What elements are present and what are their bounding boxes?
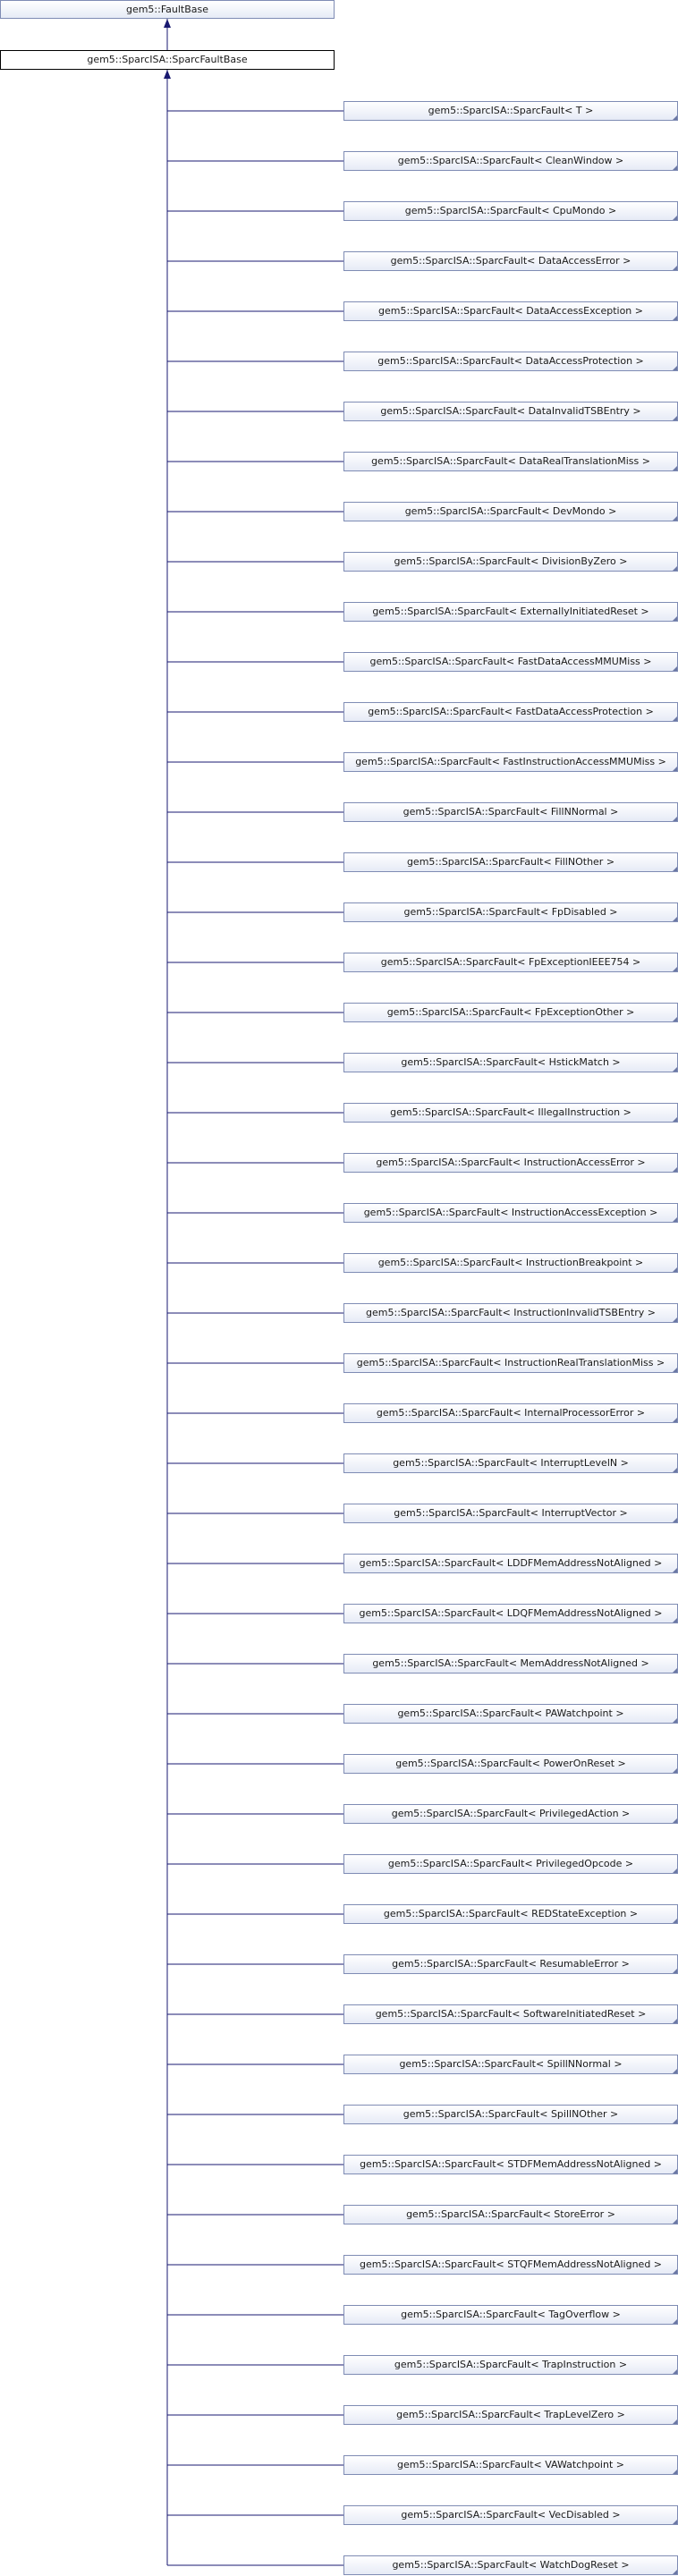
derived-class-label: gem5::SparcISA::SparcFault< VAWatchpoint > (397, 2459, 624, 2470)
derived-class-label: gem5::SparcISA::SparcFault< DevMondo > (404, 505, 617, 517)
derived-class-node[interactable] (343, 1203, 678, 1223)
derived-class-label: gem5::SparcISA::SparcFault< SpillNNormal > (399, 2058, 623, 2070)
derived-class-node[interactable] (343, 752, 678, 772)
derived-class-label: gem5::SparcISA::SparcFault< TrapLevelZero > (396, 2409, 625, 2420)
derived-class-label: gem5::SparcISA::SparcFault< InterruptVector > (394, 1507, 628, 1519)
derived-class-node[interactable] (343, 2405, 678, 2425)
derived-class-label: gem5::SparcISA::SparcFault< FillNNormal > (403, 806, 619, 818)
derived-class-label: gem5::SparcISA::SparcFault< PrivilegedOpcode > (387, 1858, 634, 1869)
derived-class-node[interactable] (343, 2305, 678, 2325)
derived-class-label: gem5::SparcISA::SparcFault< REDStateException > (383, 1908, 639, 1919)
derived-class-node[interactable] (343, 1353, 678, 1373)
derived-class-label: gem5::SparcISA::SparcFault< SpillNOther > (403, 2108, 619, 2120)
derived-class-node[interactable] (343, 2555, 678, 2575)
derived-class-node[interactable] (343, 2055, 678, 2074)
derived-class-label: gem5::SparcISA::SparcFault< InstructionAccessError > (376, 1157, 646, 1168)
derived-class-node[interactable] (343, 852, 678, 872)
derived-class-node[interactable] (343, 251, 678, 271)
derived-class-node[interactable] (343, 1604, 678, 1623)
derived-class-node[interactable] (343, 2004, 678, 2024)
derived-class-label: gem5::SparcISA::SparcFault< DataRealTranslationMiss > (371, 455, 650, 467)
derived-class-label: gem5::SparcISA::SparcFault< TagOverflow > (401, 2309, 621, 2320)
derived-class-label: gem5::SparcISA::SparcFault< FpDisabled > (403, 906, 618, 918)
derived-class-label: gem5::SparcISA::SparcFault< VecDisabled > (401, 2509, 621, 2521)
derived-class-label: gem5::SparcISA::SparcFault< InternalProcessorError > (376, 1407, 646, 1419)
derived-class-node[interactable] (343, 1554, 678, 1573)
derived-class-label: gem5::SparcISA::SparcFault< InterruptLevelN > (393, 1457, 629, 1469)
derived-class-node[interactable] (343, 1103, 678, 1123)
derived-class-node[interactable] (343, 201, 678, 221)
derived-class-label: gem5::SparcISA::SparcFault< FillNOther > (406, 856, 615, 868)
derived-class-label: gem5::SparcISA::SparcFault< LDQFMemAddressNotAligned > (359, 1607, 663, 1619)
derived-class-node[interactable] (343, 1854, 678, 1874)
derived-class-node[interactable] (343, 802, 678, 822)
derived-class-label: gem5::SparcISA::SparcFault< DataAccessError > (390, 255, 631, 267)
current-class-label: gem5::SparcISA::SparcFaultBase (87, 54, 248, 65)
derived-class-label: gem5::SparcISA::SparcFault< DataInvalidTSBEntry > (380, 405, 641, 417)
derived-class-label: gem5::SparcISA::SparcFault< CleanWindow > (397, 155, 624, 166)
derived-class-node[interactable] (343, 2205, 678, 2224)
derived-class-node[interactable] (343, 1954, 678, 1974)
derived-class-label: gem5::SparcISA::SparcFault< FastDataAccessProtection > (368, 706, 654, 717)
base-class-label: gem5::FaultBase (125, 4, 209, 15)
base-inheritance-arrowhead (164, 19, 171, 28)
derived-class-node[interactable] (343, 1053, 678, 1072)
derived-class-node[interactable] (343, 352, 678, 371)
derived-class-node[interactable] (343, 1904, 678, 1924)
derived-class-node[interactable] (343, 1654, 678, 1674)
derived-class-node[interactable] (343, 1253, 678, 1273)
derived-class-node[interactable] (343, 1453, 678, 1473)
derived-class-node[interactable] (343, 452, 678, 471)
derived-class-label: gem5::SparcISA::SparcFault< TrapInstruction > (394, 2359, 628, 2370)
derived-class-node[interactable] (343, 101, 678, 121)
derived-class-node[interactable] (343, 2105, 678, 2124)
derived-class-node[interactable] (343, 151, 678, 171)
derived-class-label: gem5::SparcISA::SparcFault< HstickMatch > (401, 1056, 621, 1068)
derived-class-node[interactable] (343, 2355, 678, 2375)
derived-class-node[interactable] (343, 552, 678, 572)
derived-class-node[interactable] (343, 602, 678, 622)
derived-class-label: gem5::SparcISA::SparcFault< InstructionRealTranslationMiss > (356, 1357, 665, 1368)
derived-class-node[interactable] (343, 1504, 678, 1523)
derived-class-label: gem5::SparcISA::SparcFault< DivisionByZero > (394, 555, 628, 567)
derived-class-label: gem5::SparcISA::SparcFault< PrivilegedAction > (391, 1808, 631, 1819)
inheritance-arrowhead (164, 70, 171, 79)
derived-class-label: gem5::SparcISA::SparcFault< ExternallyInitiatedReset > (372, 606, 649, 617)
derived-class-node[interactable] (343, 1003, 678, 1022)
derived-class-label: gem5::SparcISA::SparcFault< ResumableError > (392, 1958, 630, 1970)
derived-class-label: gem5::SparcISA::SparcFault< InstructionBreakpoint > (377, 1257, 644, 1268)
derived-class-label: gem5::SparcISA::SparcFault< FastDataAccessMMUMiss > (369, 656, 652, 667)
derived-class-label: gem5::SparcISA::SparcFault< STQFMemAddressNotAligned > (359, 2258, 663, 2270)
derived-class-node[interactable] (343, 702, 678, 722)
derived-class-label: gem5::SparcISA::SparcFault< StoreError > (406, 2208, 615, 2220)
derived-class-label: gem5::SparcISA::SparcFault< PAWatchpoint > (397, 1707, 624, 1719)
derived-class-label: gem5::SparcISA::SparcFault< LDDFMemAddressNotAligned > (359, 1557, 663, 1569)
derived-class-label: gem5::SparcISA::SparcFault< SoftwareInitiatedReset > (375, 2008, 647, 2020)
derived-class-node[interactable] (343, 402, 678, 421)
derived-class-label: gem5::SparcISA::SparcFault< IllegalInstruction > (390, 1106, 631, 1118)
derived-class-node[interactable] (343, 2255, 678, 2275)
derived-class-label: gem5::SparcISA::SparcFault< MemAddressNotAligned > (372, 1657, 649, 1669)
derived-class-label: gem5::SparcISA::SparcFault< DataAccessException > (377, 305, 643, 317)
current-class-node (0, 50, 335, 70)
derived-class-node[interactable] (343, 652, 678, 672)
derived-class-label: gem5::SparcISA::SparcFault< FpExceptionOther > (386, 1006, 635, 1018)
derived-class-node[interactable] (343, 2505, 678, 2525)
derived-class-node[interactable] (343, 2455, 678, 2475)
derived-class-label: gem5::SparcISA::SparcFault< DataAccessProtection > (377, 355, 644, 367)
derived-class-node[interactable] (343, 2155, 678, 2174)
derived-class-label: gem5::SparcISA::SparcFault< FpExceptionIEEE754 > (380, 956, 641, 968)
derived-class-label: gem5::SparcISA::SparcFault< CpuMondo > (404, 205, 617, 216)
derived-class-label: gem5::SparcISA::SparcFault< PowerOnReset > (395, 1758, 626, 1769)
derived-class-node[interactable] (343, 1153, 678, 1173)
derived-class-label: gem5::SparcISA::SparcFault< WatchDogReset > (392, 2559, 630, 2571)
derived-class-node[interactable] (343, 502, 678, 521)
base-class-node[interactable] (0, 0, 335, 19)
derived-class-node[interactable] (343, 902, 678, 922)
derived-class-label: gem5::SparcISA::SparcFault< InstructionAccessException > (363, 1207, 658, 1218)
derived-class-node[interactable] (343, 1403, 678, 1423)
derived-class-node[interactable] (343, 301, 678, 321)
derived-class-node[interactable] (343, 1704, 678, 1724)
derived-class-label: gem5::SparcISA::SparcFault< STDFMemAddressNotAligned > (360, 2158, 662, 2170)
derived-class-node[interactable] (343, 1754, 678, 1774)
derived-class-label: gem5::SparcISA::SparcFault< T > (428, 105, 594, 116)
derived-class-node[interactable] (343, 1804, 678, 1824)
derived-class-label: gem5::SparcISA::SparcFault< FastInstructionAccessMMUMiss > (355, 756, 666, 767)
derived-class-node[interactable] (343, 953, 678, 972)
derived-class-label: gem5::SparcISA::SparcFault< InstructionInvalidTSBEntry > (366, 1307, 656, 1318)
derived-class-node[interactable] (343, 1303, 678, 1323)
